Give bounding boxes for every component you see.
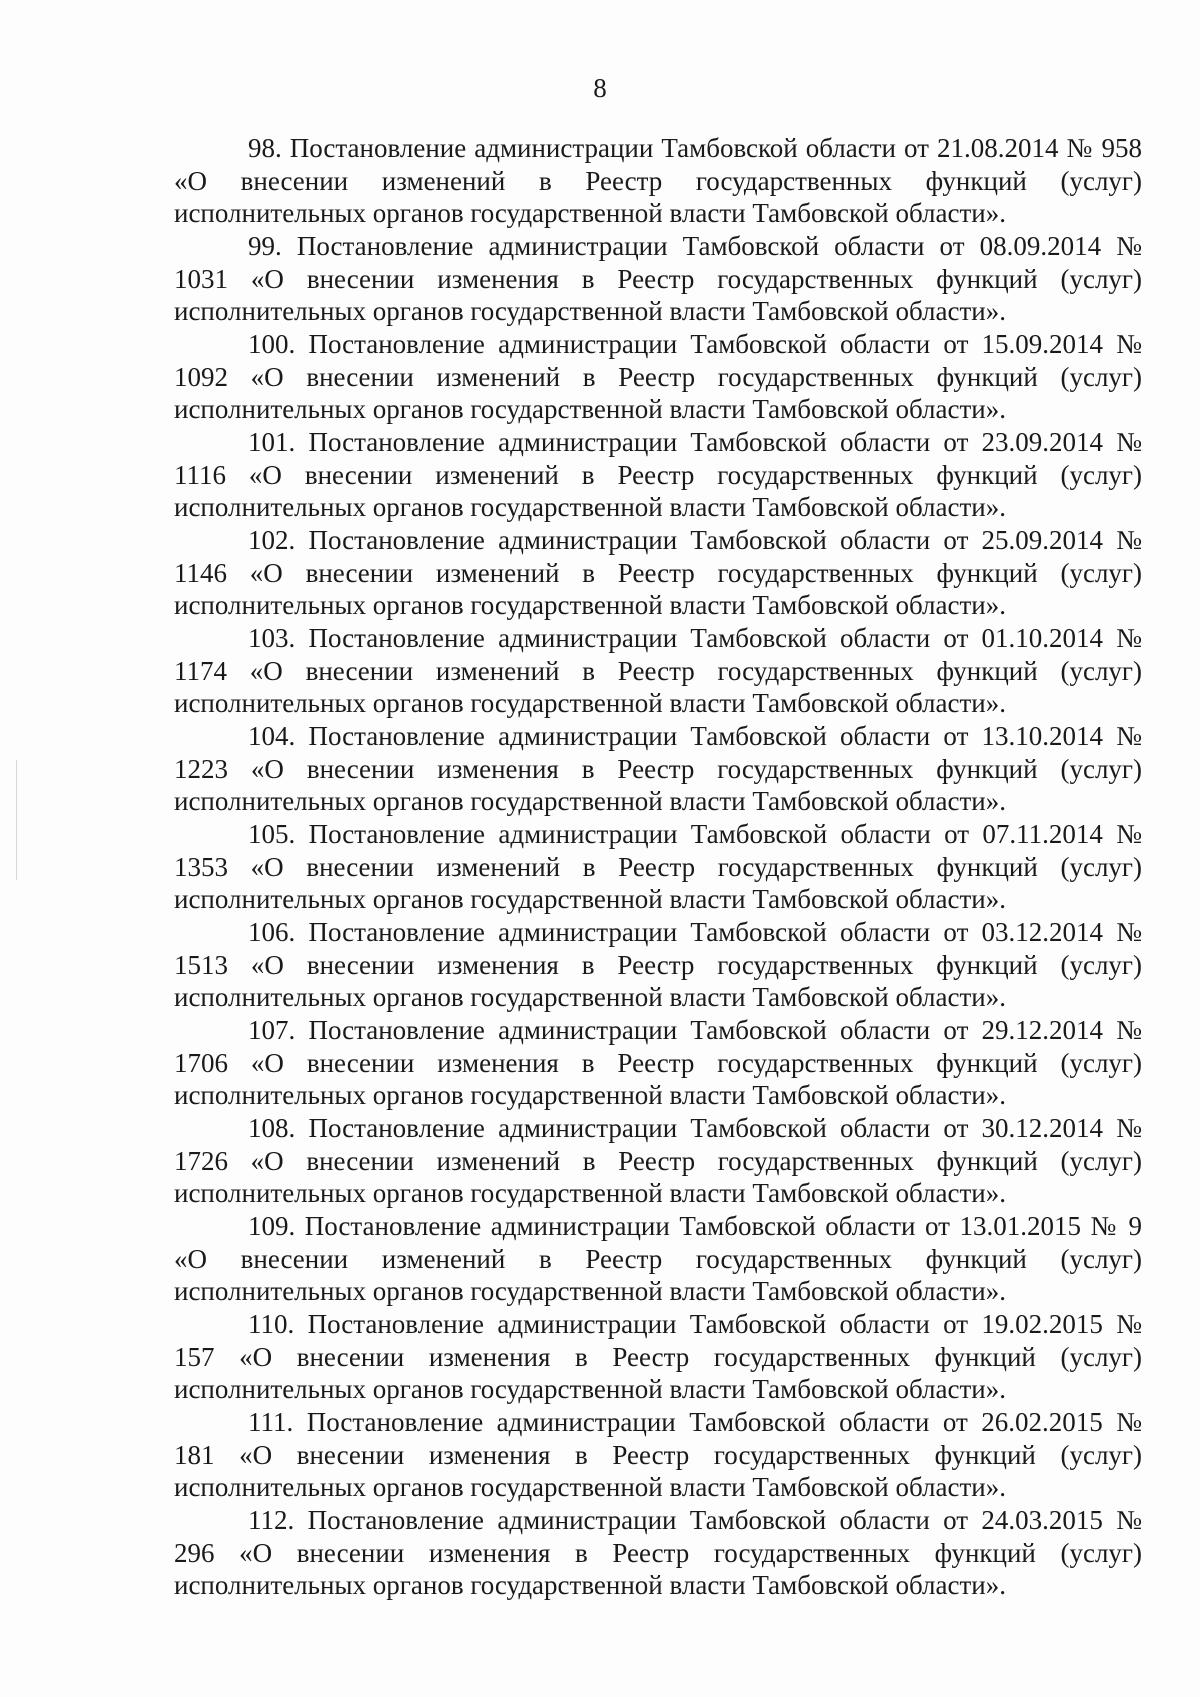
item-number: 108. (248, 1113, 296, 1143)
list-item (174, 132, 1142, 230)
item-number: 105. (248, 819, 296, 849)
page-number: 8 (593, 73, 607, 103)
list-item (174, 230, 1142, 328)
list-item (174, 916, 1142, 1014)
item-text: Постановление администрации Тамбовской области от 13.10.2014 № 1223 «О внесении изменения в Реестр государственных функций (услуг) исполнительных органов государственной власти Тамбовской области». (174, 721, 1143, 817)
list-item (174, 328, 1142, 426)
list-item (174, 426, 1142, 524)
list-item (174, 818, 1142, 916)
item-text: Постановление администрации Тамбовской области от 19.02.2015 № 157 «О внесении изменения в Реестр государственных функций (услуг) исполнительных органов государственной власти Тамбовской области». (174, 1309, 1143, 1405)
item-number: 100. (248, 329, 296, 359)
list-item (174, 1406, 1142, 1504)
item-text: Постановление администрации Тамбовской области от 26.02.2015 № 181 «О внесении изменения в Реестр государственных функций (услуг) исполнительных органов государственной власти Тамбовской области». (174, 1407, 1143, 1503)
item-number: 104. (248, 721, 296, 751)
item-number: 109. (248, 1211, 296, 1241)
list-item (174, 622, 1142, 720)
list-item (174, 1504, 1142, 1602)
resolution-list (174, 132, 1142, 1602)
list-item (174, 1308, 1142, 1406)
item-number: 101. (248, 427, 296, 457)
list-item (174, 524, 1142, 622)
item-number: 103. (248, 623, 296, 653)
item-text: Постановление администрации Тамбовской области от 08.09.2014 № 1031 «О внесении изменения в Реестр государственных функций (услуг) исполнительных органов государственной власти Тамбовской области». (174, 231, 1143, 327)
item-text: Постановление администрации Тамбовской области от 29.12.2014 № 1706 «О внесении изменения в Реестр государственных функций (услуг) исполнительных органов государственной власти Тамбовской области». (174, 1015, 1143, 1111)
item-number: 107. (248, 1015, 296, 1045)
item-number: 99. (248, 231, 282, 261)
item-text: Постановление администрации Тамбовской области от 13.01.2015 № 9 «О внесении изменений в Реестр государственных функций (услуг) исполнительных органов государственной власти Тамбовской области». (174, 1211, 1143, 1307)
item-number: 106. (248, 917, 296, 947)
item-text: Постановление администрации Тамбовской области от 07.11.2014 № 1353 «О внесении изменений в Реестр государственных функций (услуг) исполнительных органов государственной власти Тамбовской области». (174, 819, 1143, 915)
item-text: Постановление администрации Тамбовской области от 03.12.2014 № 1513 «О внесении изменения в Реестр государственных функций (услуг) исполнительных органов государственной власти Тамбовской области». (174, 917, 1143, 1013)
item-number: 112. (248, 1505, 295, 1535)
item-text: Постановление администрации Тамбовской области от 24.03.2015 № 296 «О внесении изменения в Реестр государственных функций (услуг) исполнительных органов государственной власти Тамбовской области». (174, 1505, 1143, 1601)
item-number: 111. (248, 1407, 294, 1437)
list-item (174, 1014, 1142, 1112)
item-number: 102. (248, 525, 296, 555)
item-text: Постановление администрации Тамбовской области от 30.12.2014 № 1726 «О внесении изменений в Реестр государственных функций (услуг) исполнительных органов государственной власти Тамбовской области». (174, 1113, 1143, 1209)
item-text: Постановление администрации Тамбовской области от 01.10.2014 № 1174 «О внесении изменений в Реестр государственных функций (услуг) исполнительных органов государственной власти Тамбовской области». (174, 623, 1143, 719)
item-text: Постановление администрации Тамбовской области от 23.09.2014 № 1116 «О внесении изменений в Реестр государственных функций (услуг) исполнительных органов государственной власти Тамбовской области». (174, 427, 1143, 523)
list-item (174, 720, 1142, 818)
item-number: 110. (248, 1309, 295, 1339)
scan-binding-mark (16, 760, 17, 880)
list-item (174, 1210, 1142, 1308)
item-text: Постановление администрации Тамбовской области от 25.09.2014 № 1146 «О внесении изменений в Реестр государственных функций (услуг) исполнительных органов государственной власти Тамбовской области». (174, 525, 1143, 621)
item-text: Постановление администрации Тамбовской области от 15.09.2014 № 1092 «О внесении изменений в Реестр государственных функций (услуг) исполнительных органов государственной власти Тамбовской области». (174, 329, 1143, 425)
item-text: Постановление администрации Тамбовской области от 21.08.2014 № 958 «О внесении изменений в Реестр государственных функций (услуг) исполнительных органов государственной власти Тамбовской области». (174, 133, 1143, 229)
item-number: 98. (248, 133, 282, 163)
list-item (174, 1112, 1142, 1210)
